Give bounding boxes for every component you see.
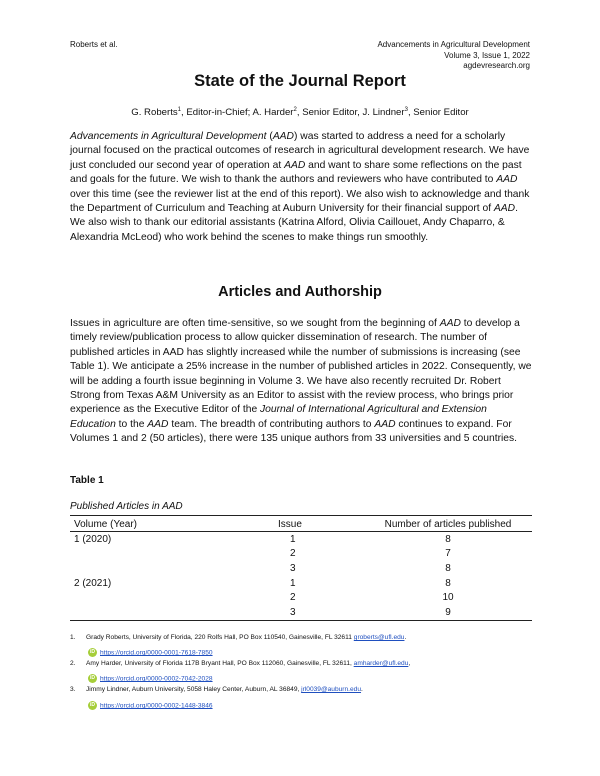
page-title: State of the Journal Report: [194, 72, 406, 90]
table-label: Table 1: [70, 475, 104, 486]
col-issue: Issue: [274, 516, 360, 532]
orcid-link[interactable]: https://orcid.org/0000-0002-1448-3846: [100, 702, 213, 710]
intro-paragraph: Advancements in Agricultural Development (AAD) was started to address a need for a scholarly journal focused on the practical outcomes of research in agricultural development research. We have just concluded our second year of operation at AAD and want to share some reflections on the past and goals for the future. We wish to thank the authors and reviewers who have contributed to AAD over this time (see the reviewer list at the end of this report). We also wish to acknowledge and thank the Department of Curriculum and Teaching at Auburn University for their financial support of AAD. We also wish to thank our editorial assistants (Katrina Alford, Olivia Caillouet, Andy Chaparro, & Alexandria McLeod) who work behind the scenes to make things run smoothly.: [70, 131, 530, 243]
volume-info: Volume 3, Issue 1, 2022: [444, 50, 530, 60]
journal-name: Advancements in Agricultural Development: [377, 40, 530, 49]
author-line: G. Roberts$^1$, Editor-in-Chief; A. Harder$^2$, Senior Editor, J. Lindner$^3$, Senior Editor: [131, 107, 469, 119]
col-count: Number of articles published: [360, 516, 532, 532]
journal-site: agdevresearch.org: [463, 61, 530, 70]
footnote-3: 3. Jimmy Lindner, Auburn University, 5058 Haley Center, Auburn, AL 36849, jrl0039@auburn.edu.: [70, 686, 363, 693]
orcid-line-3: [88, 701, 213, 710]
orcid-icon: iD: [90, 675, 95, 681]
col-volume: Volume (Year): [70, 516, 274, 532]
table-row: 2 (2021) 1 8: [74, 577, 451, 589]
orcid-line-1: [88, 648, 213, 657]
table-title: Published Articles in AAD: [70, 501, 183, 512]
running-head-author: Roberts et al.: [70, 40, 118, 49]
table-row: 2 10: [290, 592, 454, 604]
footnote-1: 1. Grady Roberts, University of Florida, 220 Rolfs Hall, PO Box 110540, Gainesville, FL 32611 groberts@ufl.edu.: [70, 634, 407, 641]
orcid-link[interactable]: https://orcid.org/0000-0002-7042-2028: [100, 675, 213, 683]
section-heading: Articles and Authorship: [218, 284, 382, 300]
footnote-2: 2. Amy Harder, University of Florida 117B Bryant Hall, PO Box 112060, Gainesville, FL 32611, amharder@ufl.edu,: [70, 660, 411, 667]
published-articles-table: [70, 515, 532, 621]
table-header-row: [70, 516, 532, 532]
orcid-icon: iD: [90, 702, 95, 708]
table-row: 3 9: [70, 605, 532, 620]
email-link[interactable]: groberts@ufl.edu: [353, 634, 405, 641]
orcid-link[interactable]: https://orcid.org/0000-0001-7618-7850: [100, 649, 213, 657]
table-row: 3 8: [290, 562, 451, 574]
section-paragraph: Issues in agriculture are often time-sensitive, so we sought from the beginning of AAD to develop a timely review/publication process to allow quicker dissemination of research. The number of published articles in AAD has slightly increased while the number of submissions is increasing (see Table 1). We anticipate a 25% increase in the number of published articles in 2022. Consequently, we will be adding a fourth issue beginning in Volume 3. We have also recently recruited Dr. Robert Strong from Texas A&M University as an Editor to assist with the review process, who brings prior experience as the Executive Editor of the Journal of International Agricultural and Extension Education to the AAD team. The breadth of contributing authors to AAD continues to expand. For Volumes 1 and 2 (50 articles), there were 135 unique authors from 33 universities and 5 countries.: [70, 318, 532, 445]
email-link[interactable]: jrl0039@auburn.edu: [301, 686, 362, 693]
table-row: 2 7: [290, 548, 451, 560]
orcid-line-2: [88, 674, 213, 683]
orcid-icon: iD: [90, 649, 95, 655]
email-link[interactable]: amharder@ufl.edu: [353, 660, 409, 667]
running-head-journal: [377, 40, 530, 72]
table-row: 1 (2020) 1 8: [74, 533, 451, 545]
